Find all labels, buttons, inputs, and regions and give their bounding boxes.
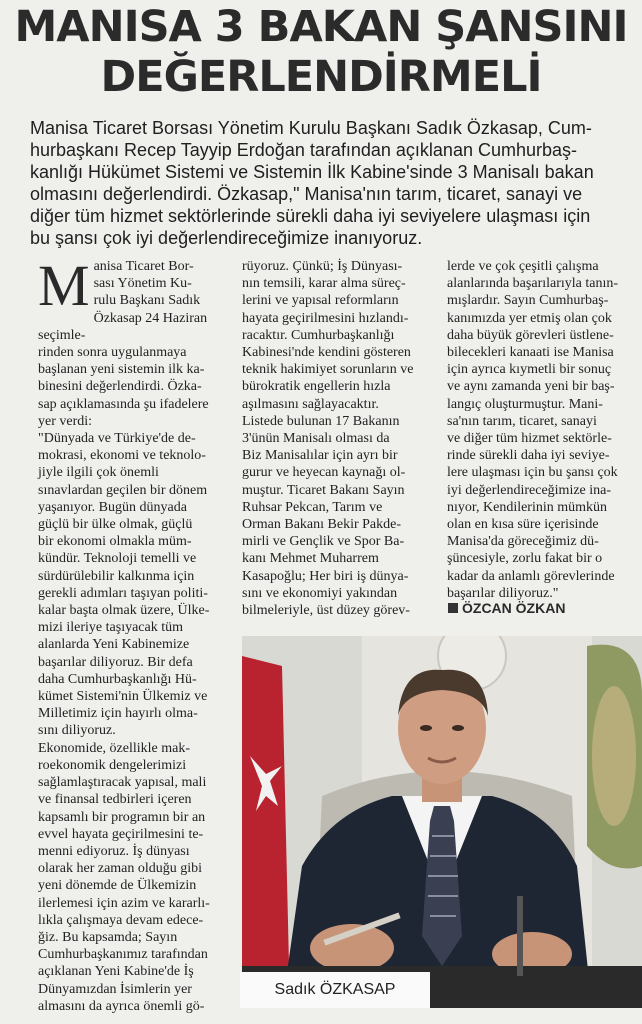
byline-author: ÖZCAN ÖZKAN (462, 600, 566, 616)
byline-square-icon (448, 603, 458, 613)
byline (448, 600, 565, 616)
headline (0, 2, 642, 102)
portrait-illustration (242, 636, 642, 1008)
flag-shape (242, 656, 290, 1008)
headline-line-2: DEĞERLENDİRMELİ (100, 52, 542, 102)
article-column-3: lerde ve çok çeşitli çalışma alanlarında başarılarıyla tanın- mışlardır. Sayın Cumhurbaş- kanımızda yer etmiş olan çok daha büyük görevleri üstlene- bilecekleri kanaati ise Manisa için ayrıca kıymetli bir sonuç ve aynı zamanda yeni bir baş- langıç oluşturmuştur. Mani- sa'nın tarım, ticaret, sanayi ve diğer tüm hizmet sektörle- rinde sürekli daha iyi seviye- lere ulaşması için bu şansı çok iyi değerlendireceğimize ina- nıyor, Kendilerinin mümkün olan en kısa süre içerisinde Manisa'da göreceğimiz dü- şüncesiyle, zorlu fakat bir o kadar da anlamlı görevlerinde başarılar diliyoruz." (447, 259, 619, 601)
column-1-text: anisa Ticaret Bor- sası Yönetim Ku- rulu Başkanı Sadık Özkasap 24 Haziran seçimle- rinden sonra uygulanmaya başlanan yeni sistemin ilk ka- binesini değerlendirdi. Özka- sap açıklamasında şu ifadelere yer verdi: "Dünyada ve Türkiye'de de- mokrasi, ekonomi ve teknolo- jiyle ilgili çok önemli sınavlardan geçilen bir dönem yaşanıyor. Bugün dünyada güçlü bir ülke olmak, güçlü bir ekonomi olmakla müm- kündür. Teknoloji temelli ve sürdürülebilir kalkınma için gerekli adımları taşıyan politi- kalar başta olmak üzere, Ülke- mizi ileriye taşıyacak tüm alanlarda Yeni Kabinemize başarılar diliyoruz. Bir defa daha Cumhurbaşkanlığı Hü- kümet Sistemi'nin Ülkemiz ve Milletimiz için hayırlı olma- sını diliyoruz. Ekonomide, özellikle mak- roekonomik dengelerimizi sağlamlaştıracak yapısal, mali ve finansal tedbirleri içeren kapsamlı bir programın bir an evvel hayata geçirilmesini te- menni ediyoruz. İş dünyası olarak her zaman olduğu gibi yeni dönemde de Ülkemizin ilerlemesi için azim ve kararlı- lıkla çalışmaya devam edece- ğiz. Bu kapsamda; Sayın Cumhurbaşkanımız tarafından açıklanan Yeni Kabine'de İş Dünyamızdan İsimlerin yer almasını da ayrıca önemli gö- (38, 259, 210, 1014)
photo-caption: Sadık ÖZKASAP (240, 972, 430, 1008)
drop-cap: M (38, 253, 90, 318)
article-column-1 (38, 253, 238, 1015)
lead-paragraph: Manisa Ticaret Borsası Yönetim Kurulu Başkanı Sadık Özkasap, Cum- hurbaşkanı Recep Tayyip Erdoğan tarafından açıklanan Cumhurbaş- kanlığı Hükümet Sistemi ve Sistemin İlk Kabine'sinde 3 Manisalı bakan olmasını değerlendirdi. Özkasap," Manisa'nın tarım, ticaret, sanayi ve diğer tüm hizmet sektörlerinde sürekli daha iyi seviyelere ulaşması için bu şansı çok iyi değerlendireceğimize inanıyoruz. (30, 118, 594, 248)
article-column-2: rüyoruz. Çünkü; İş Dünyası- nın temsili, karar alma süreç- lerini ve yapısal reformların hayata geçirilmesini hızlandı- racaktır. Cumhurbaşkanlığı Kabinesi'nde kendini gösteren teknik hakimiyet sorunların ve bürokratik engellerin hızla aşılmasını sağlayacaktır. Listede bulunan 17 Bakanın 3'ünün Manisalı olması da Biz Manisalılar için ayrı bir gurur ve heyecan kaynağı ol- muştur. Ticaret Bakanı Sayın Ruhsar Pekcan, Tarım ve Orman Bakanı Bekir Pakde- mirli ve Gençlik ve Spor Ba- kanı Mehmet Muharrem Kasapoğlu; Her biri iş dünya- sını ve ekonomiyi yakından bilmeleriyle, üst düzey görev- (242, 259, 414, 619)
portrait-photo (242, 636, 642, 1008)
headline-line-1: MANISA 3 BAKAN ŞANSINI (14, 2, 628, 52)
